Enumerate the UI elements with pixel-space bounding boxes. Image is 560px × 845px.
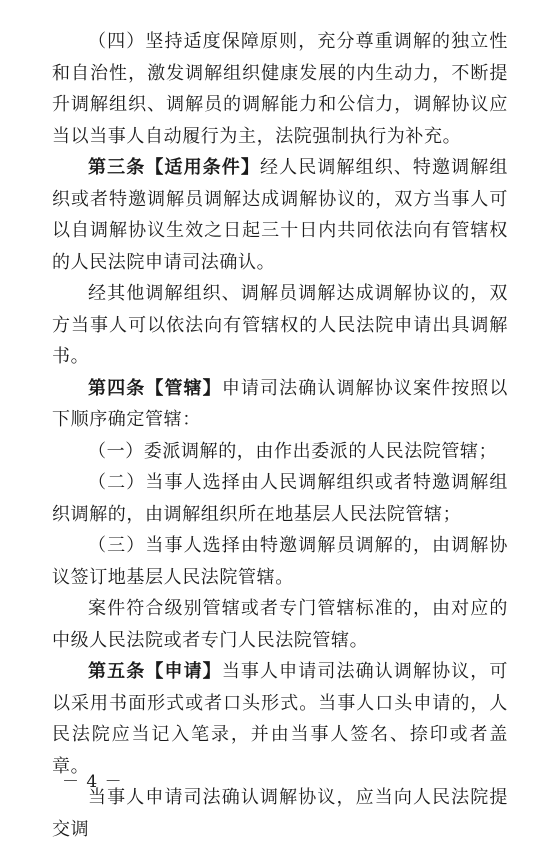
paragraph-other-mediation [52, 278, 508, 373]
paragraph-text: 经人民调解组织、特邀调解组织或者特邀调解员调解达成调解协议的，双方当事人可以自调解协议生效之日起三十日内共同依法向有管辖权的人民法院申请司法确认。 [52, 157, 508, 273]
article-4-jurisdiction [52, 373, 508, 436]
jurisdiction-item-1 [52, 436, 508, 468]
jurisdiction-item-2 [52, 467, 508, 530]
article-heading: 第五条【申请】 [88, 661, 222, 682]
page-number: － 4 － [62, 772, 123, 792]
paragraph-text: （一）委派调解的，由作出委派的人民法院管辖； [88, 440, 498, 462]
paragraph-text: 经其他调解组织、调解员调解达成调解协议的，双方当事人可以依法向有管辖权的人民法院申请出具调解书。 [52, 283, 508, 367]
paragraph-text: 申请司法确认调解协议案件按照以下顺序确定管辖： [52, 377, 509, 430]
paragraph-text: 案件符合级别管辖或者专门管辖标准的，由对应的中级人民法院或者专门人民法院管辖。 [52, 598, 508, 651]
article-5-application [52, 656, 508, 782]
article-heading: 第三条【适用条件】 [88, 157, 261, 178]
paragraph-text: （三）当事人选择由特邀调解员调解的，由调解协议签订地基层人民法院管辖。 [52, 535, 508, 588]
paragraph-text: （二）当事人选择由人民调解组织或者特邀调解组织调解的，由调解组织所在地基层人民法院管辖； [52, 472, 508, 525]
jurisdiction-item-3 [52, 530, 508, 593]
paragraph-special-jurisdiction [52, 593, 508, 656]
paragraph-principle-four [52, 26, 508, 152]
paragraph-text: 当事人申请司法确认调解协议，可以采用书面形式或者口头形式。当事人口头申请的，人民法院应当记入笔录，并由当事人签名、捺印或者盖章。 [52, 661, 509, 777]
paragraph-text: 当事人申请司法确认调解协议，应当向人民法院提交调 [52, 787, 508, 840]
paragraph-text: （四）坚持适度保障原则，充分尊重调解的独立性和自治性，激发调解组织健康发展的内生动力，不断提升调解组织、调解员的调解能力和公信力，调解协议应当以当事人自动履行为主，法院强制执行为补充。 [52, 31, 508, 147]
document-body [52, 26, 508, 845]
article-3-conditions [52, 152, 508, 278]
article-heading: 第四条【管辖】 [88, 377, 222, 399]
